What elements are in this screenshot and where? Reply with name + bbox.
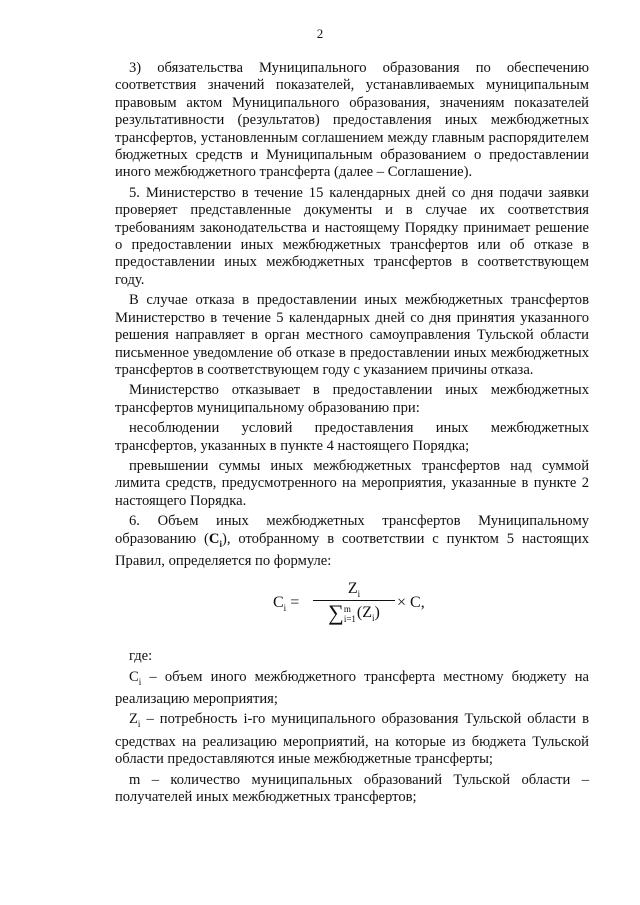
sum-limits: m i=1 — [343, 603, 356, 624]
sum-sign: ∑ — [328, 600, 344, 626]
item-6-text-after: ), отобранному в соответствии с пунктом 5 настоящих Правил, определяется по формуле: — [115, 530, 589, 569]
paragraph-obligations: 3) обязательства Муниципального образования по обеспечению соответствия значений показателей, устанавливаемых муниципальным правовым актом Муниципального образования, значениям показателей результативности (результатов) предоставления иных межбюджетных трансфертов, установленным соглашением между главным распорядителем бюджетных средств и Муниципальным образованием о предоставлении иного межбюджетного трансферта (далее – Соглашение). — [115, 60, 589, 181]
paragraph-item-6 — [115, 513, 589, 570]
formula-denominator: ∑m $i=1(Z_i)$ — [328, 600, 380, 626]
paragraph-where: где: — [129, 648, 153, 665]
definition-ci: $C_i$ – объем иного межбюджетного трансферта местному бюджету на реализацию мероприятия; — [115, 668, 589, 707]
definition-m: m – количество муниципальных образований Тульской области – получателей иных межбюджетных трансфертов; — [115, 771, 589, 805]
allocation-formula — [115, 578, 589, 648]
paragraph-refusal-grounds: Министерство отказывает в предоставлении иных межбюджетных трансфертов муниципальному образованию при: — [115, 382, 589, 416]
formula-fraction — [313, 578, 395, 630]
ci-symbol: $C_i$ — [208, 530, 222, 549]
document-body — [115, 60, 589, 806]
paragraph-item-5: 5. Министерство в течение 15 календарных дней со дня подачи заявки проверяет представленные документы и в случае их соответствия требованиям законодательства и настоящему Порядку принимает решение о предоставлении иных межбюджетных трансфертов или об отказе в предоставлении иных межбюджетных трансфертов в соответствующем году. — [115, 184, 589, 288]
page-number: 2 — [316, 26, 324, 41]
formula-numerator: $Z_i$ — [347, 580, 361, 600]
paragraph-ground-noncompliance: несоблюдении условий предоставления иных межбюджетных трансфертов, указанных в пункте 4 настоящего Порядка; — [115, 420, 589, 454]
paragraph-ground-excess: превышении суммы иных межбюджетных трансфертов над суммой лимита средств, предусмотренного на мероприятия, указанные в пункте 2 настоящего Порядка. — [115, 457, 589, 509]
formula-rhs: × C, — [397, 594, 425, 612]
paragraph-refusal-notice: В случае отказа в предоставлении иных межбюджетных трансфертов Министерство в течение 5 календарных дней со дня принятия указанного решения направляет в орган местного самоуправления Тульской области письменное уведомление об отказе в предоставлении иных межбюджетных трансфертов в соответствующем году с указанием причины отказа. — [115, 292, 589, 378]
item-6-text-before: 6. Объем иных межбюджетных трансфертов Муниципальному образованию ( — [115, 513, 589, 547]
definition-zi: $Z_i$ – потребность i-го муниципального образования Тульской области в средствах на реализацию мероприятий, на которые из бюджета Тульской области предоставляются иные межбюджетные трансферты; — [115, 711, 589, 768]
formula-lhs: $C_i$ = — [273, 594, 300, 614]
